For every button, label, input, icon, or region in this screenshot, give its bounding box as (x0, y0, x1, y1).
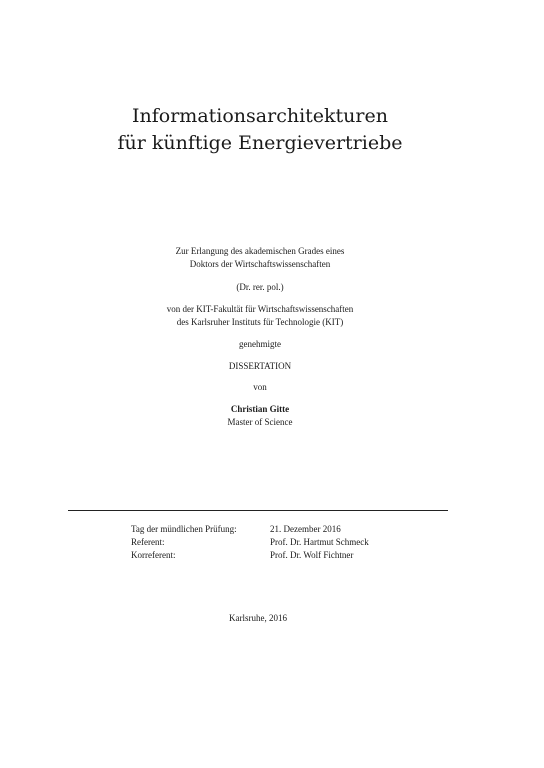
exam-date-label: Tag der mündlichen Prüfung: (131, 524, 237, 534)
faculty-line-2: des Karlsruher Instituts für Technologie (KIT) (176, 317, 344, 327)
author-name: Christian Gitte (230, 404, 290, 414)
faculty-line-1: von der KIT-Fakultät für Wirtschaftswissenschaften (166, 304, 354, 314)
approved-text: genehmigte (239, 339, 281, 349)
purpose-line-2: Doktors der Wirtschaftswissenschaften (189, 259, 331, 269)
document-type: DISSERTATION (228, 361, 292, 371)
by-text: von (253, 382, 267, 392)
coreferee-label: Korreferent: (131, 550, 176, 560)
author-degree: Master of Science (227, 417, 293, 427)
degree-abbreviation: (Dr. rer. pol.) (236, 282, 284, 292)
exam-date-value: 21. Dezember 2016 (270, 524, 341, 534)
referee-value: Prof. Dr. Hartmut Schmeck (270, 537, 369, 547)
thesis-title-line-2: für künftige Energievertriebe (117, 132, 403, 154)
horizontal-rule (68, 510, 448, 511)
thesis-title-line-1: Informationsarchitekturen (132, 105, 388, 127)
place-and-year: Karlsruhe, 2016 (229, 613, 287, 623)
referee-label: Referent: (131, 537, 165, 547)
coreferee-value: Prof. Dr. Wolf Fichtner (270, 550, 354, 560)
purpose-line-1: Zur Erlangung des akademischen Grades eines (175, 246, 345, 256)
